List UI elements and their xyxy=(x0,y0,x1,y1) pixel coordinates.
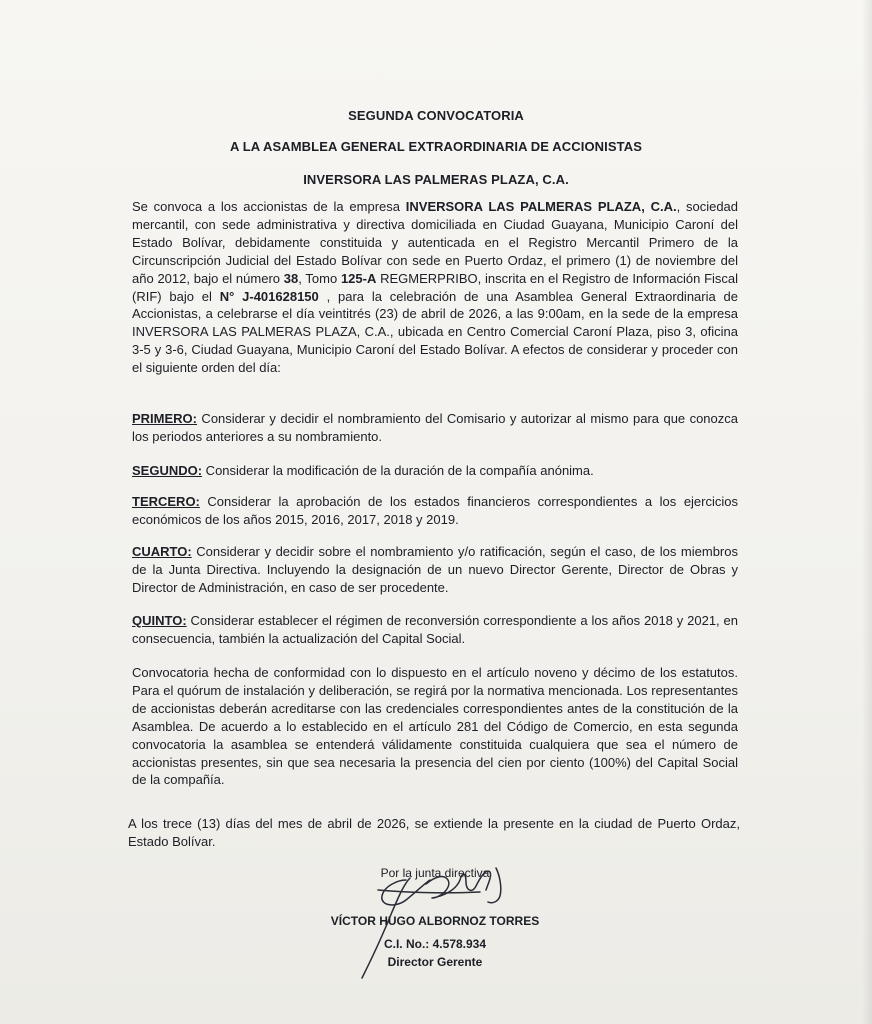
agenda-item-quinto xyxy=(132,612,738,648)
agenda-text: Considerar establecer el régimen de reconversión correspondiente a los años 2018 y 2021, en consecuencia, también la actualización del Capital Social. xyxy=(132,613,738,646)
agenda-label: SEGUNDO: xyxy=(132,463,203,478)
agenda-item-tercero xyxy=(132,493,738,529)
signer-id: C.I. No.: 4.578.934 xyxy=(383,937,487,951)
date-paragraph: A los trece (13) días del mes de abril de 2026, se extiende la presente en la ciudad de Puerto Ordaz, Estado Bolívar. xyxy=(128,816,740,849)
agenda-item-cuarto xyxy=(132,543,738,597)
signature-intro: Por la junta directiva xyxy=(380,866,490,880)
agenda-item-segundo xyxy=(132,462,738,480)
intro-text-1: Se convoca a los accionistas de la empresa xyxy=(132,199,406,214)
agenda-text: Considerar la aprobación de los estados financieros correspondientes a los ejercicios económicos de los años 2015, 2016, 2017, 2018 y 2019. xyxy=(132,494,738,527)
registry-tomo: 125-A xyxy=(340,270,377,286)
signer-name: VÍCTOR HUGO ALBORNOZ TORRES xyxy=(330,914,540,928)
agenda-label: QUINTO: xyxy=(132,613,187,628)
signature-stroke xyxy=(378,890,480,893)
intro-text-5: , para la celebración de una Asamblea General Extraordinaria de Accionistas, a celebrarse el día veintitrés (23) de abril de 2026, a las 9:00am, en la sede de la empresa INVERSORA LAS PALMERAS PLAZA, C.A., ubicada en Centro Comercial Caroní Plaza, piso 3, oficina 3-5 y 3-6, Ciudad Guayana, Municipio Caroní del Estado Bolívar. A efectos de considerar y proceder con el siguiente orden del día: xyxy=(132,288,738,376)
agenda-text: Considerar y decidir el nombramiento del Comisario y autorizar al mismo para que conozca los periodos anteriores a su nombramiento. xyxy=(132,411,738,444)
signature-stroke xyxy=(426,871,491,898)
closing-paragraph: Convocatoria hecha de conformidad con lo dispuesto en el artículo noveno y décimo de los estatutos. Para el quórum de instalación y deliberación, se regirá por la normativa mencionada. Los representantes de accionistas deberán acreditarse con las credenciales correspondientes antes de la constitución de la Asamblea. De acuerdo a lo establecido en el artículo 281 del Código de Comercio, en esta segunda convocatoria la asamblea se entenderá válidamente constituida cualquiera que sea el número de accionistas presentes, sin que sea necesaria la presencia del cien por ciento (100%) del Capital Social de la compañía. xyxy=(132,665,738,788)
agenda-item-primero xyxy=(132,410,738,446)
doc-title-line3: INVERSORA LAS PALMERAS PLAZA, C.A. xyxy=(303,172,569,187)
agenda-text: Considerar la modificación de la duración de la compañía anónima. xyxy=(202,463,594,478)
intro-text-4: REGMERPRIBO, inscrita en el Registro de Información Fiscal (RIF) bajo el xyxy=(132,270,739,304)
agenda-label: PRIMERO: xyxy=(132,411,197,426)
doc-title-line2: A LA ASAMBLEA GENERAL EXTRAORDINARIA DE ACCIONISTAS xyxy=(230,139,642,154)
intro-company-name: INVERSORA LAS PALMERAS PLAZA, C.A. xyxy=(405,199,677,214)
signer-role: Director Gerente xyxy=(387,955,483,969)
intro-paragraph xyxy=(132,198,738,377)
rif-number: N° J-401628150 xyxy=(219,288,319,304)
agenda-label: CUARTO: xyxy=(132,544,192,559)
intro-text-2: , sociedad mercantil, con sede administrativa y directiva domiciliada en Ciudad Guayana, Municipio Caroní del Estado Bolívar, debidamente constituida y autenticada en el Registro Mercantil Primero de la Circunscripción Judicial del Estado Bolívar con sede en Puerto Ordaz, el primero (1) de noviembre del año 2012, bajo el número xyxy=(132,199,739,286)
registry-number: 38 xyxy=(283,270,299,286)
doc-title-line1: SEGUNDA CONVOCATORIA xyxy=(348,108,524,123)
agenda-label: TERCERO: xyxy=(132,494,200,509)
agenda-text: Considerar y decidir sobre el nombramiento y/o ratificación, según el caso, de los miembros de la Junta Directiva. Incluyendo la designación de un nuevo Director Gerente, Director de Obras y Director de Administración, en caso de ser procedente. xyxy=(132,544,738,595)
intro-text-3: , Tomo xyxy=(298,270,341,286)
